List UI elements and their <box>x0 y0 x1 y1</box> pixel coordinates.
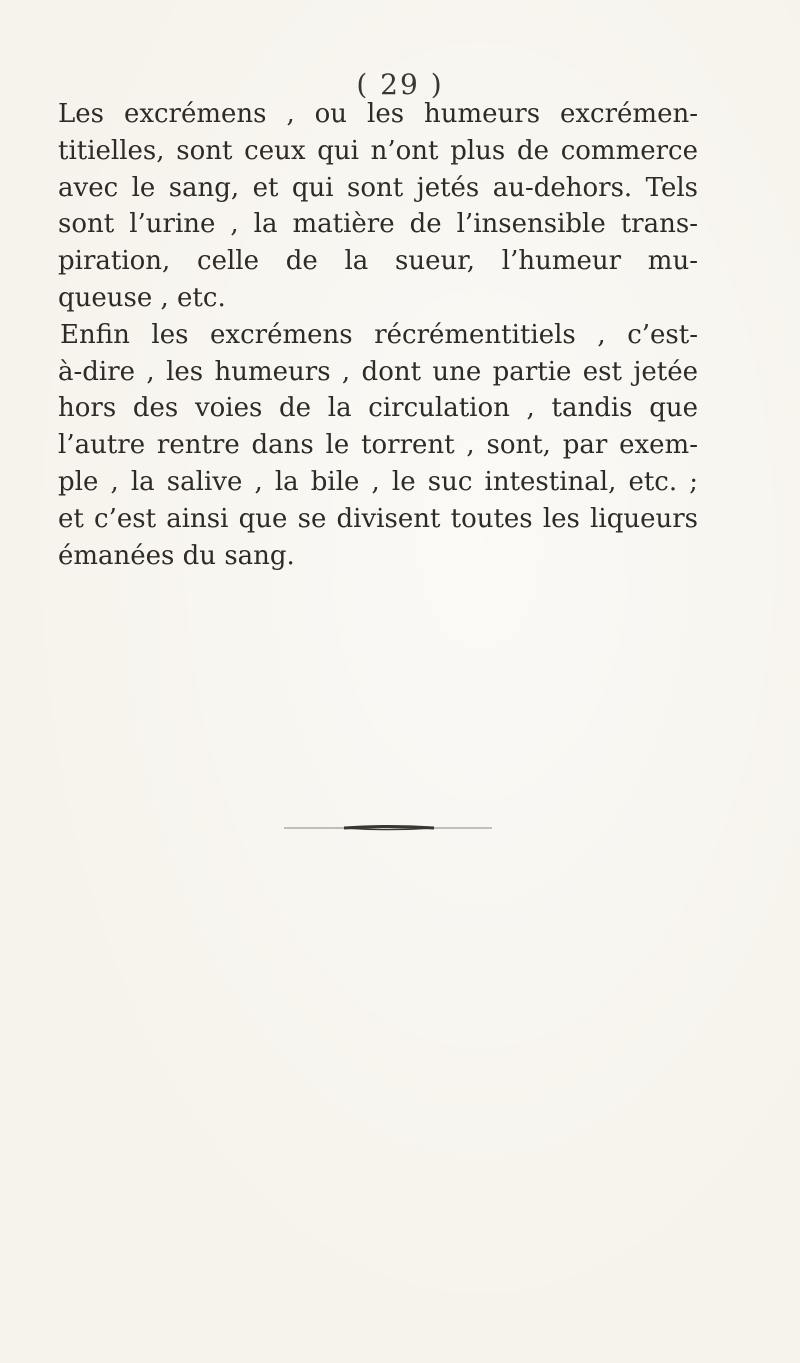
text-line: Enfin les excrémens récrémentitiels , c’est- <box>60 319 698 350</box>
page-number: ( 29 ) <box>356 68 444 101</box>
text-line: à-dire , les humeurs , dont une partie est jetée <box>58 356 698 387</box>
end-rule-ornament <box>284 825 492 831</box>
text-line: hors des voies de la circulation , tandis que <box>58 393 698 424</box>
text-line: émanées du sang. <box>58 540 295 571</box>
text-line: queuse , etc. <box>58 282 226 313</box>
body-text <box>58 96 698 574</box>
text-line: titielles, sont ceux qui n’ont plus de commerce <box>58 135 698 166</box>
text-line: l’autre rentre dans le torrent , sont, par exem- <box>58 430 698 461</box>
paragraph-1 <box>58 96 698 317</box>
text-line: Les excrémens , ou les humeurs excrémen- <box>58 99 698 129</box>
text-line: sont l’urine , la matière de l’insensible trans- <box>58 209 698 240</box>
paragraph-2 <box>58 317 698 575</box>
text-line: avec le sang, et qui sont jetés au-dehors. Tels <box>58 172 698 203</box>
text-line: ple , la salive , la bile , le suc intestinal, etc. ; <box>58 466 698 497</box>
text-line: piration, celle de la sueur, l’humeur mu- <box>58 246 698 277</box>
text-line: et c’est ainsi que se divisent toutes les liqueurs <box>58 503 698 534</box>
